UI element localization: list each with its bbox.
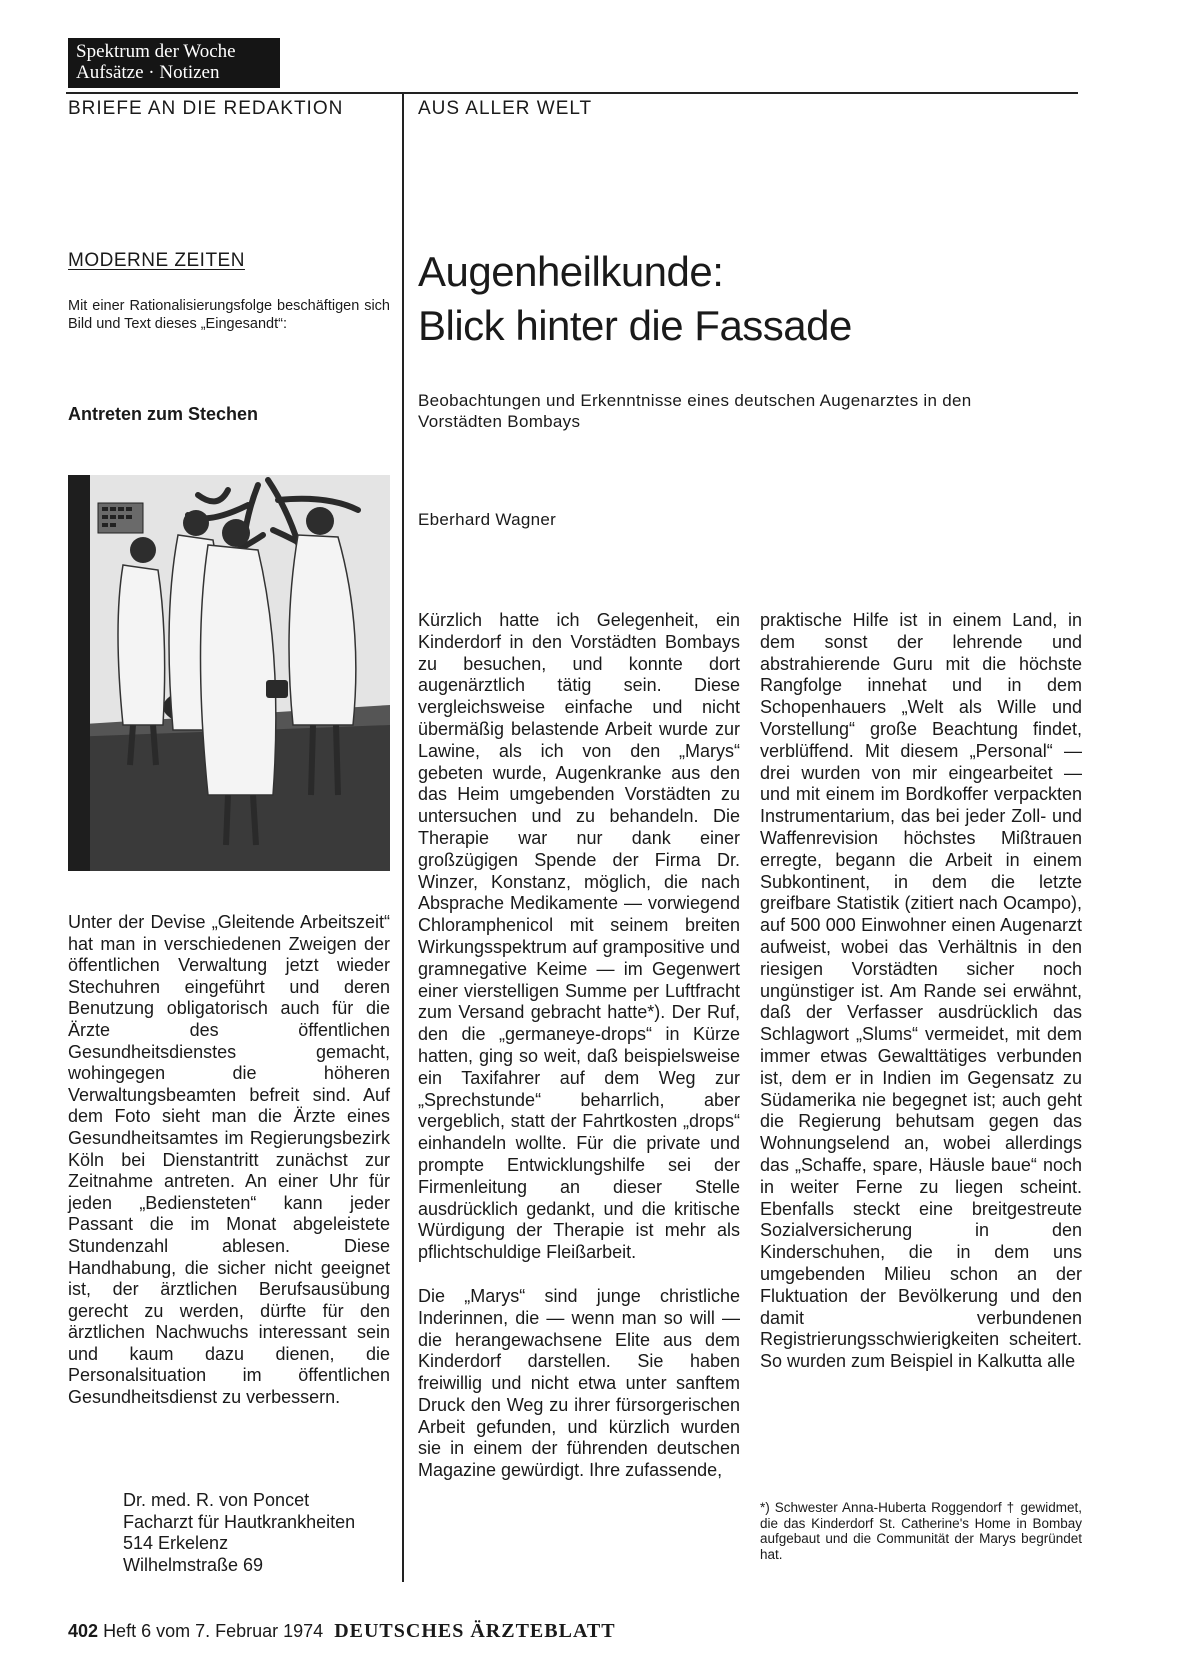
section-label-box <box>68 38 280 88</box>
signature-name: Dr. med. R. von Poncet <box>123 1490 310 1510</box>
article-title-line2: Blick hinter die Fassade <box>418 302 852 349</box>
page-number: 402 <box>68 1621 99 1641</box>
article-paragraph: praktische Hilfe ist in einem Land, in dem sonst der lehrende und abstrahierende Guru mit die höchste Rangfolge innehat und in dem Schopenhauers „Welt als Wille und Vorstellung“ große Beachtung findet, verblüffend. Mit diesem „Personal“ — drei wurden von mir eingearbeitet — und mit einem im Bordkoffer verpackten Instrumentarium, das bei jeder Zoll- und Waffenrevision höchstes Mißtrauen erregte, begann die Arbeit in einem Subkontinent, in dem die letzte greifbare Statistik (zitiert nach Ocampo), auf 500 000 Einwohner einen Augenarzt aufweist, wobei das Verhältnis in den riesigen Vorstädten sicher noch ungünstiger ist. Am Rande sei erwähnt, daß der Verfasser ausdrücklich das Schlagwort „Slums“ vermeidet, mit dem immer etwas Gewalttätiges verbunden ist, dem er in Indien im Gegensatz zu Südamerika nie begegnet ist; auch geht die Regierung behutsam gegen das Wohnungselend an, wobei allerdings das „Schaffe, spare, Häusle baue“ noch in weiter Ferne zu liegen scheint. Ebenfalls steckt eine breitgestreute Sozialversicherung in den Kinderschuhen, die in dem uns umgebenden Milieu schon an der Fluktuation der Bevölkerung und den damit verbundenen Registrierungsschwierigkeiten scheitert. So wurden zum Beispiel in Kalkutta alle <box>760 610 1082 1372</box>
article-footnote: *) Schwester Anna-Huberta Roggendorf † gewidmet, die das Kinderdorf St. Catherine's Home in Bombay aufgebaut und die Communität der Marys begründet hat. <box>760 1500 1082 1562</box>
article-title <box>418 245 852 353</box>
article-title-line1: Augenheilkunde: <box>418 248 724 295</box>
section-label-line1: Spektrum der Woche <box>76 41 236 62</box>
article-paragraph: Kürzlich hatte ich Gelegenheit, ein Kinderdorf in den Vorstädten Bombays zu besuchen, und konnte dort augenärztlich tätig sein. Diese vergleichsweise einfache und nicht übermäßig belastende Arbeit wurde zur Lawine, als ich von den „Marys“ gebeten wurde, Augenkranke aus den das Heim umgebenden Vorstädten zu untersuchen und zu behandeln. Die Therapie war nur dank einer großzügigen Spende der Firma Dr. Winzer, Konstanz, möglich, die nach Absprache Medikamente — vorwiegend Chloramphenicol mit seinem breiten Wirkungsspektrum auf grampositive und gramnegative Keime — im Gegenwert einer vierstelligen Summe per Luftfracht zum Versand gebracht hatte*). Der Ruf, den die „germaneye-drops“ in Kürze hatten, ging so weit, daß beispielsweise ein Taxifahrer auf dem Weg zur „Sprechstunde“ beharrlich, aber vergeblich, statt der Fahrtkosten „drops“ einhandeln wollte. Für die private und prompte Entwicklungshilfe sei der Firmenleitung an dieser Stelle ausdrücklich gedankt, und die kritische Würdigung der Therapie ist mehr als pflichtschuldige Fleißarbeit. <box>418 610 740 1263</box>
photo-doctors-time-clock <box>68 475 390 871</box>
letter-rubric: MODERNE ZEITEN <box>68 250 245 271</box>
signature-street: Wilhelmstraße 69 <box>123 1554 264 1575</box>
magazine-name: DEUTSCHES ÄRZTEBLATT <box>334 1620 616 1642</box>
article-lead: Beobachtungen und Erkenntnisse eines deutschen Augenarztes in den Vorstädten Bombays <box>418 391 972 431</box>
letter-intro: Mit einer Rationalisierungsfolge beschäftigen sich Bild und Text dieses „Eingesandt“: <box>68 298 390 332</box>
issue-info: Heft 6 vom 7. Februar 1974 <box>103 1621 324 1641</box>
section-heading-letters: BRIEFE AN DIE REDAKTION <box>68 98 344 119</box>
letter-subhead: Antreten zum Stechen <box>68 404 259 424</box>
article-column-1 <box>418 610 740 1482</box>
article-paragraph: Die „Marys“ sind junge christliche Inderinnen, die — wenn man so will — die herangewachsene Elite aus dem Kinderdorf darstellen. Sie haben freiwillig und nicht etwa unter sanftem Druck den Weg zu ihrer fürsorgerischen Arbeit gefunden, und kürzlich wurden sie in einem der führenden deutschen Magazine gewürdigt. Ihre zufassende, <box>418 1285 740 1481</box>
page-footer <box>68 1620 616 1643</box>
signature-title: Facharzt für Hautkrankheiten <box>123 1511 356 1532</box>
letter-signature <box>123 1490 403 1576</box>
signature-city: 514 Erkelenz <box>123 1533 229 1554</box>
section-label-line2: Aufsätze · Notizen <box>76 62 220 83</box>
top-rule <box>66 92 1078 94</box>
article-author: Eberhard Wagner <box>418 510 557 529</box>
article-column-2 <box>760 610 1082 1373</box>
column-divider <box>402 92 404 1582</box>
letter-body: Unter der Devise „Gleitende Arbeitszeit“ hat man in verschiedenen Zweigen der öffentlichen Verwaltung jetzt wieder Stechuhren eingeführt und deren Benutzung obligatorisch auch für die Ärzte des öffentlichen Gesundheitsdienstes gemacht, wohingegen die höheren Verwaltungsbeamten befreit sind. Auf dem Foto sieht man die Ärzte eines Gesundheitsamtes im Regierungsbezirk Köln bei Dienstantritt zunächst zur Zeitnahme antreten. An einer Uhr für jeden „Bediensteten“ kann jeder Passant die im Monat abgeleistete Stundenzahl ablesen. Diese Handhabung, die sicher nicht geeignet ist, der ärztlichen Berufsausübung gerecht zu werden, dürfte für den ärztlichen Nachwuchs interessant sein und kaum dazu dienen, die Personalsituation im öffentlichen Gesundheitsdienst zu verbessern. <box>68 912 390 1408</box>
section-heading-world: AUS ALLER WELT <box>418 98 593 119</box>
